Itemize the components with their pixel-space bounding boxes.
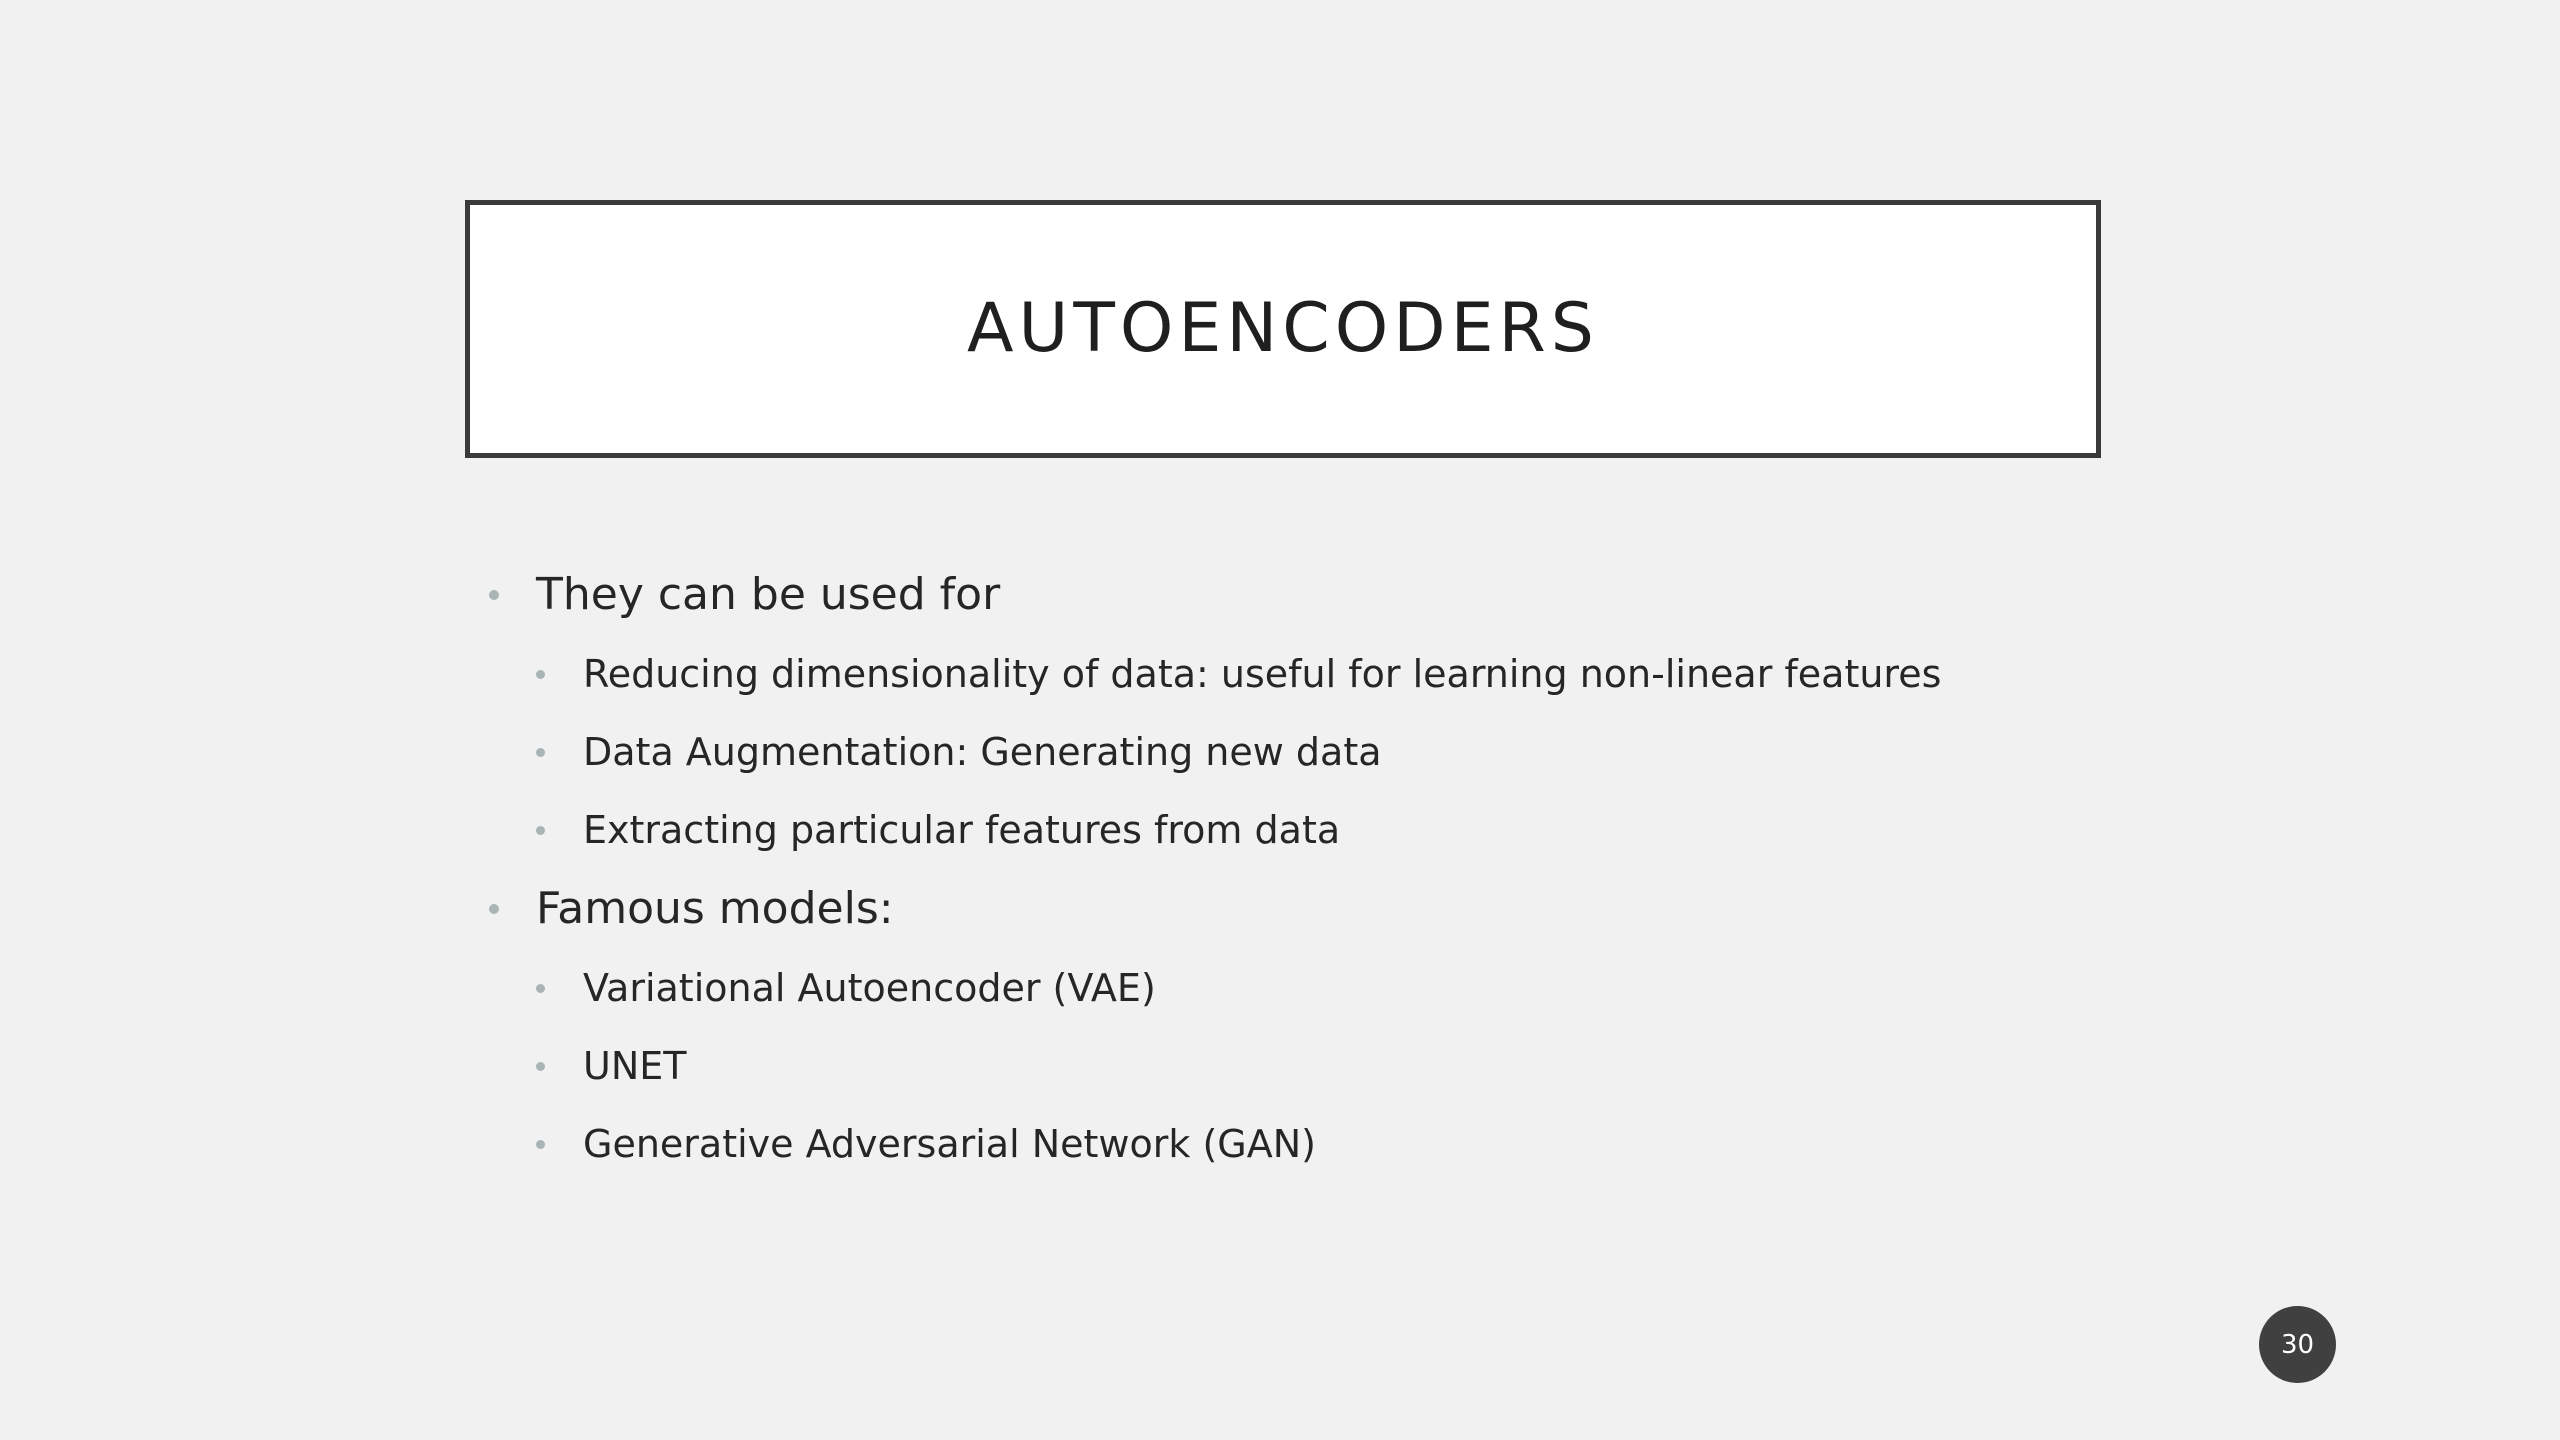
page-number-badge: 30: [2259, 1306, 2336, 1383]
bullet-text: Reducing dimensionality of data: useful for learning non-linear features: [583, 652, 1942, 696]
bullet-dot-icon: [536, 748, 545, 757]
bullet-text: Extracting particular features from data: [583, 808, 1341, 852]
bullet-text: Generative Adversarial Network (GAN): [583, 1122, 1316, 1166]
bullet-item-level1: [480, 555, 2120, 635]
bullet-list: [480, 555, 2120, 1183]
bullet-item-level2: [480, 635, 2120, 713]
bullet-item-level2: [480, 1027, 2120, 1105]
bullet-text: UNET: [583, 1044, 687, 1088]
bullet-item-level2: [480, 1105, 2120, 1183]
bullet-text: Data Augmentation: Generating new data: [583, 730, 1382, 774]
bullet-item-level2: [480, 949, 2120, 1027]
slide-title: AUTOENCODERS: [967, 289, 1599, 368]
bullet-text: They can be used for: [536, 569, 1001, 620]
bullet-dot-icon: [536, 1062, 545, 1071]
bullet-item-level1: [480, 869, 2120, 949]
bullet-dot-icon: [536, 826, 545, 835]
bullet-item-level2: [480, 713, 2120, 791]
bullet-text: Famous models:: [536, 883, 894, 934]
bullet-dot-icon: [536, 1140, 545, 1149]
bullet-item-level2: [480, 791, 2120, 869]
bullet-dot-icon: [489, 904, 499, 914]
bullet-dot-icon: [536, 984, 545, 993]
bullet-dot-icon: [536, 670, 545, 679]
title-box: [465, 200, 2101, 458]
bullet-text: Variational Autoencoder (VAE): [583, 966, 1156, 1010]
bullet-dot-icon: [489, 590, 499, 600]
